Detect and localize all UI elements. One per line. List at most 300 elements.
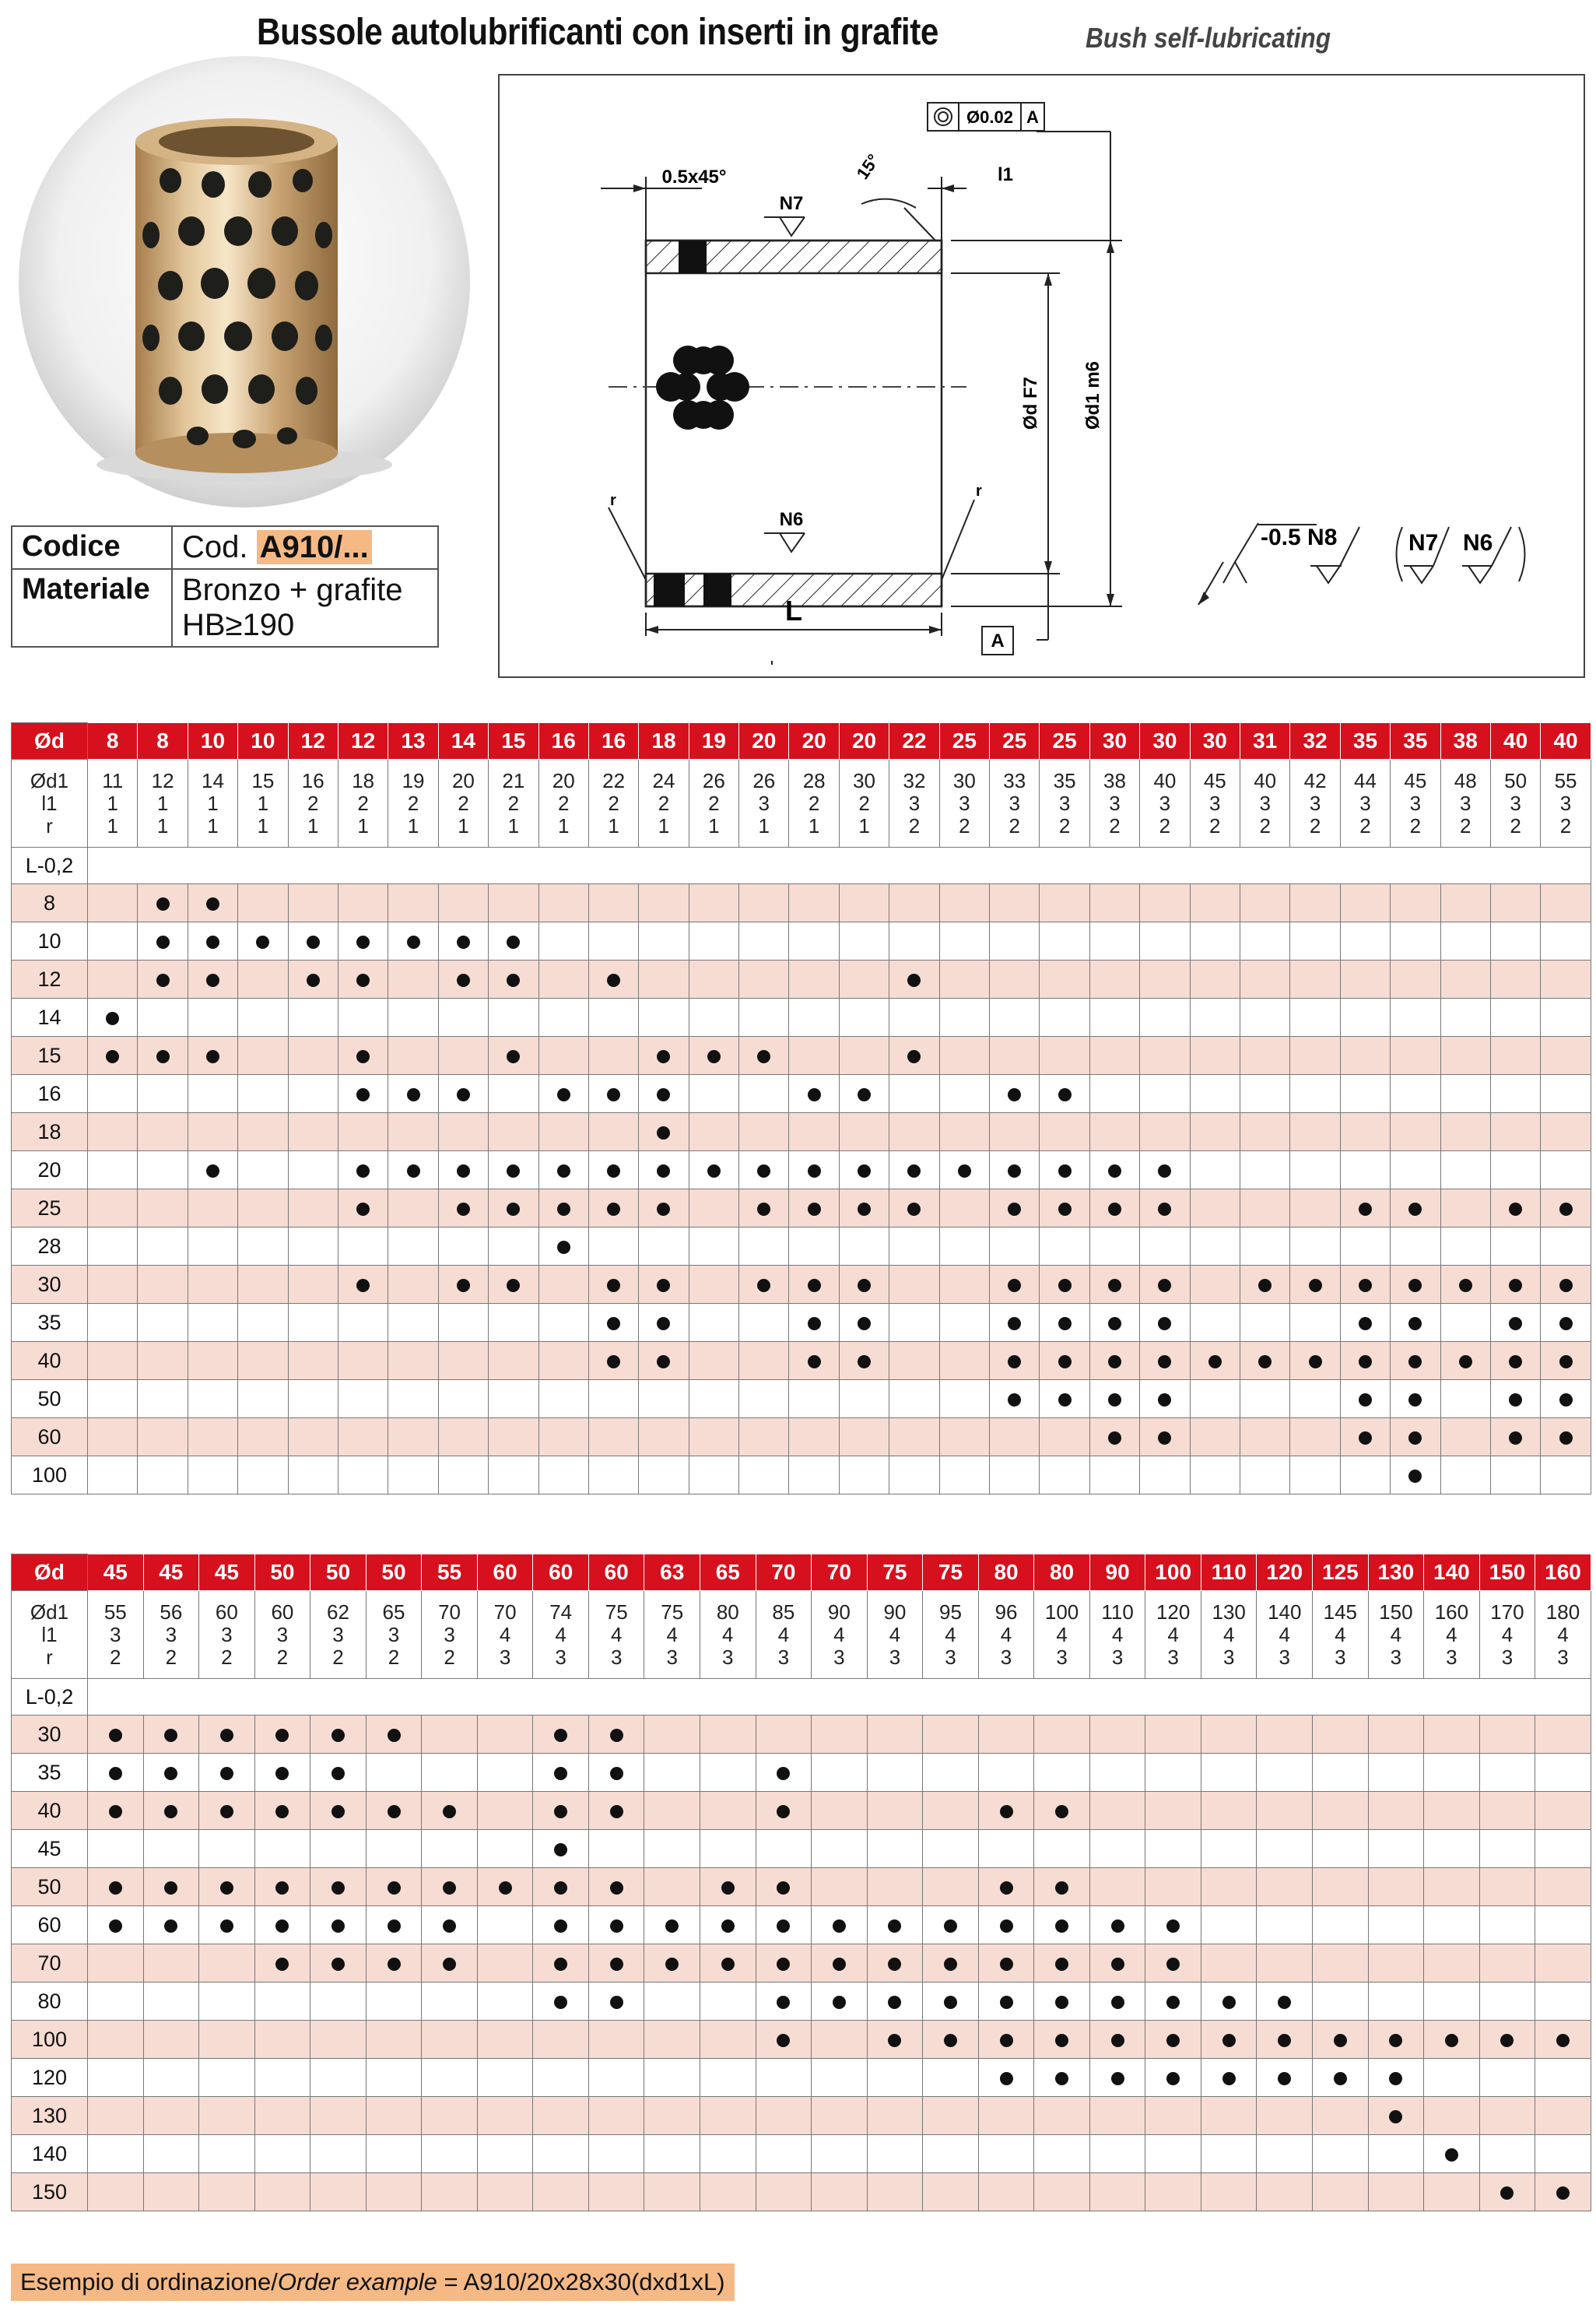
availability-cell bbox=[839, 1266, 889, 1304]
d-value: 120 bbox=[1257, 1554, 1313, 1591]
available-dot-icon bbox=[457, 1164, 470, 1178]
availability-cell bbox=[1034, 2135, 1090, 2173]
dims-row bbox=[12, 760, 1591, 848]
available-dot-icon bbox=[858, 1317, 871, 1330]
availability-cell bbox=[644, 1906, 700, 1944]
availability-cell bbox=[1424, 2173, 1480, 2211]
availability-cell bbox=[438, 1113, 488, 1151]
availability-cell bbox=[889, 1151, 939, 1189]
available-dot-icon bbox=[554, 1919, 567, 1933]
dims-cell bbox=[1145, 1591, 1201, 1679]
availability-cell bbox=[538, 922, 588, 961]
availability-cell bbox=[839, 1113, 889, 1151]
available-dot-icon bbox=[156, 974, 170, 987]
availability-cell bbox=[978, 1792, 1034, 1830]
availability-cell bbox=[889, 1266, 939, 1304]
table-row bbox=[12, 1792, 1591, 1830]
availability-cell bbox=[990, 1456, 1040, 1494]
dims-header bbox=[12, 760, 88, 848]
availability-cell bbox=[990, 922, 1040, 961]
l-value: 35 bbox=[12, 1304, 88, 1342]
availability-cell bbox=[978, 2173, 1034, 2211]
availability-cell bbox=[689, 1456, 738, 1494]
d-value: 35 bbox=[1391, 723, 1440, 760]
availability-cell bbox=[254, 2173, 310, 2211]
availability-cell bbox=[533, 2135, 589, 2173]
availability-cell bbox=[1201, 1716, 1257, 1754]
dims-l1: 2 bbox=[808, 791, 820, 815]
availability-cell bbox=[388, 1342, 438, 1380]
availability-cell bbox=[1201, 2097, 1257, 2135]
availability-cell bbox=[588, 2097, 644, 2135]
availability-cell bbox=[338, 1304, 388, 1342]
availability-cell bbox=[143, 2135, 199, 2173]
d-value: 125 bbox=[1313, 1554, 1369, 1591]
availability-cell bbox=[1190, 1380, 1240, 1418]
dims-d1: 90 bbox=[883, 1600, 907, 1624]
availability-cell bbox=[700, 1754, 756, 1792]
availability-cell bbox=[644, 1983, 700, 2021]
availability-cell bbox=[1490, 961, 1540, 999]
l-value: 45 bbox=[12, 1830, 88, 1868]
availability-cell bbox=[889, 922, 939, 961]
dims-cell bbox=[1040, 760, 1089, 848]
availability-cell bbox=[310, 1754, 367, 1792]
availability-cell bbox=[689, 1304, 738, 1342]
dims-cell bbox=[689, 760, 738, 848]
available-dot-icon bbox=[164, 1881, 177, 1895]
availability-cell bbox=[1479, 1716, 1535, 1754]
available-dot-icon bbox=[220, 1767, 233, 1780]
available-dot-icon bbox=[507, 1050, 520, 1063]
availability-cell bbox=[1190, 1227, 1240, 1266]
d-value: 50 bbox=[310, 1554, 367, 1591]
available-dot-icon bbox=[610, 1881, 623, 1895]
availability-cell bbox=[812, 1792, 868, 1830]
dims-r: 1 bbox=[257, 813, 269, 838]
dims-l1: 4 bbox=[1000, 1622, 1012, 1646]
table-row bbox=[12, 1227, 1591, 1266]
availability-cell bbox=[739, 1380, 789, 1418]
available-dot-icon bbox=[1008, 1164, 1021, 1178]
availability-cell bbox=[533, 1944, 589, 1983]
availability-cell bbox=[533, 1830, 589, 1868]
l-value: 20 bbox=[12, 1151, 88, 1189]
availability-cell bbox=[1040, 1342, 1089, 1380]
available-dot-icon bbox=[220, 1805, 233, 1818]
available-dot-icon bbox=[888, 1996, 901, 2009]
availability-cell bbox=[1089, 1037, 1139, 1075]
available-dot-icon bbox=[109, 1881, 122, 1895]
availability-cell bbox=[422, 1983, 478, 2021]
available-dot-icon bbox=[331, 1919, 345, 1933]
availability-cell bbox=[1391, 1037, 1440, 1075]
availability-cell bbox=[1240, 1151, 1289, 1189]
available-dot-icon bbox=[1359, 1355, 1372, 1368]
availability-cell bbox=[422, 2173, 478, 2211]
availability-cell bbox=[1340, 922, 1390, 961]
availability-cell bbox=[990, 1266, 1040, 1304]
availability-cell bbox=[1190, 922, 1240, 961]
availability-cell bbox=[366, 1868, 422, 1906]
availability-cell bbox=[438, 922, 488, 961]
available-dot-icon bbox=[1445, 2034, 1458, 2047]
l-value: 130 bbox=[12, 2097, 88, 2135]
dims-d1: 32 bbox=[903, 768, 926, 792]
availability-cell bbox=[188, 1304, 237, 1342]
table-row bbox=[12, 1342, 1591, 1380]
available-dot-icon bbox=[1058, 1393, 1072, 1407]
availability-cell bbox=[1040, 922, 1089, 961]
availability-cell bbox=[88, 1944, 144, 1983]
table-row bbox=[12, 1868, 1591, 1906]
available-dot-icon bbox=[1166, 2034, 1180, 2047]
available-dot-icon bbox=[707, 1050, 721, 1063]
info-table bbox=[11, 525, 439, 648]
available-dot-icon bbox=[907, 1050, 921, 1063]
availability-cell bbox=[1313, 2135, 1369, 2173]
availability-cell bbox=[739, 1037, 789, 1075]
dims-l1: 3 bbox=[1460, 791, 1471, 815]
dims-r: 2 bbox=[1409, 813, 1422, 838]
availability-cell bbox=[1541, 1189, 1591, 1227]
availability-cell bbox=[1440, 1380, 1490, 1418]
availability-cell bbox=[1034, 1754, 1090, 1792]
available-dot-icon bbox=[109, 1767, 122, 1780]
available-dot-icon bbox=[907, 1164, 921, 1178]
dims-l1: 4 bbox=[499, 1622, 511, 1646]
d-value: 80 bbox=[1034, 1554, 1090, 1591]
availability-cell bbox=[138, 1266, 188, 1304]
availability-cell bbox=[1340, 1189, 1390, 1227]
available-dot-icon bbox=[1166, 1996, 1180, 2009]
availability-cell bbox=[889, 1113, 939, 1151]
availability-cell bbox=[1040, 884, 1089, 922]
available-dot-icon bbox=[607, 1317, 620, 1330]
dims-l1: 3 bbox=[110, 1622, 121, 1646]
availability-cell bbox=[238, 922, 288, 961]
available-dot-icon bbox=[1509, 1431, 1522, 1445]
availability-cell bbox=[422, 2059, 478, 2097]
availability-cell bbox=[188, 1075, 237, 1113]
dims-cell bbox=[839, 760, 889, 848]
availability-cell bbox=[939, 1266, 989, 1304]
availability-cell bbox=[889, 1037, 939, 1075]
available-dot-icon bbox=[109, 1919, 122, 1933]
dims-d1: 56 bbox=[160, 1600, 183, 1624]
available-dot-icon bbox=[1408, 1203, 1422, 1216]
d-value: 15 bbox=[489, 723, 538, 760]
availability-cell bbox=[990, 884, 1040, 922]
available-dot-icon bbox=[944, 1958, 957, 1971]
available-dot-icon bbox=[1158, 1317, 1171, 1330]
dims-cell bbox=[1089, 1591, 1145, 1679]
availability-cell bbox=[288, 961, 338, 999]
available-dot-icon bbox=[1334, 2034, 1347, 2047]
available-dot-icon bbox=[657, 1355, 670, 1368]
availability-cell bbox=[422, 1944, 478, 1983]
availability-cell bbox=[1535, 1944, 1591, 1983]
availability-cell bbox=[1424, 1830, 1480, 1868]
availability-cell bbox=[588, 1906, 644, 1944]
dims-r: 1 bbox=[858, 813, 870, 838]
availability-cell bbox=[756, 1716, 812, 1754]
availability-cell bbox=[477, 2097, 533, 2135]
availability-cell bbox=[639, 1456, 689, 1494]
availability-cell bbox=[254, 2059, 310, 2097]
availability-cell bbox=[1290, 1304, 1340, 1342]
availability-cell bbox=[1040, 1189, 1089, 1227]
availability-cell bbox=[1140, 1075, 1190, 1113]
availability-cell bbox=[188, 999, 237, 1037]
availability-cell bbox=[939, 1113, 989, 1151]
availability-cell bbox=[538, 1418, 588, 1456]
r-label-left: r bbox=[610, 492, 616, 509]
availability-cell bbox=[1440, 1113, 1490, 1151]
available-dot-icon bbox=[858, 1279, 871, 1292]
l-value: 30 bbox=[12, 1716, 88, 1754]
available-dot-icon bbox=[1408, 1279, 1422, 1292]
dims-d1: 100 bbox=[1044, 1600, 1079, 1624]
availability-cell bbox=[588, 1304, 638, 1342]
available-dot-icon bbox=[457, 1279, 470, 1292]
l-value: 18 bbox=[12, 1113, 88, 1151]
availability-cell bbox=[689, 1342, 738, 1380]
availability-cell bbox=[310, 2021, 367, 2059]
drawing-svg bbox=[500, 76, 1584, 676]
available-dot-icon bbox=[1559, 1203, 1573, 1216]
available-dot-icon bbox=[1509, 1393, 1522, 1407]
dims-header-label: r bbox=[46, 813, 53, 838]
availability-cell bbox=[812, 1944, 868, 1983]
dims-r: 3 bbox=[889, 1645, 901, 1669]
available-dot-icon bbox=[206, 974, 219, 987]
availability-cell bbox=[1368, 2097, 1424, 2135]
available-dot-icon bbox=[1108, 1431, 1121, 1445]
available-dot-icon bbox=[657, 1317, 670, 1330]
availability-cell bbox=[88, 1456, 138, 1494]
availability-cell bbox=[143, 2173, 199, 2211]
availability-cell bbox=[889, 1418, 939, 1456]
availability-cell bbox=[1089, 884, 1139, 922]
availability-cell bbox=[188, 1418, 237, 1456]
availability-cell bbox=[1290, 961, 1340, 999]
availability-cell bbox=[143, 1754, 199, 1792]
availability-cell bbox=[1541, 1075, 1591, 1113]
availability-cell bbox=[138, 1037, 188, 1075]
availability-cell bbox=[238, 1418, 288, 1456]
availability-cell bbox=[1440, 1418, 1490, 1456]
dims-cell bbox=[1490, 760, 1540, 848]
availability-cell bbox=[143, 1868, 199, 1906]
availability-cell bbox=[1089, 922, 1139, 961]
availability-cell bbox=[644, 1830, 700, 1868]
availability-cell bbox=[990, 1037, 1040, 1075]
dims-l1: 3 bbox=[1209, 791, 1221, 815]
l-value: 8 bbox=[12, 884, 88, 922]
availability-cell bbox=[812, 2021, 868, 2059]
availability-cell bbox=[489, 999, 538, 1037]
availability-cell bbox=[990, 1342, 1040, 1380]
availability-cell bbox=[138, 1227, 188, 1266]
availability-cell bbox=[238, 1456, 288, 1494]
availability-cell bbox=[739, 1075, 789, 1113]
availability-cell bbox=[1201, 1944, 1257, 1983]
available-dot-icon bbox=[757, 1164, 770, 1178]
available-dot-icon bbox=[1158, 1164, 1171, 1178]
available-dot-icon bbox=[164, 1919, 177, 1933]
available-dot-icon bbox=[499, 1881, 512, 1895]
availability-cell bbox=[867, 2135, 923, 2173]
available-dot-icon bbox=[407, 936, 420, 949]
availability-cell bbox=[138, 1418, 188, 1456]
available-dot-icon bbox=[331, 1729, 345, 1742]
available-dot-icon bbox=[1389, 2072, 1402, 2085]
availability-cell bbox=[366, 1983, 422, 2021]
table-row bbox=[12, 1037, 1591, 1075]
availability-cell bbox=[756, 1830, 812, 1868]
dims-l1: 1 bbox=[257, 791, 269, 815]
availability-cell bbox=[1089, 1456, 1139, 1494]
dims-header bbox=[12, 1591, 88, 1679]
available-dot-icon bbox=[356, 974, 370, 987]
availability-cell bbox=[1535, 2059, 1591, 2097]
availability-cell bbox=[438, 1037, 488, 1075]
availability-cell bbox=[538, 884, 588, 922]
availability-cell bbox=[1290, 1227, 1340, 1266]
availability-cell bbox=[990, 961, 1040, 999]
availability-cell bbox=[1257, 1983, 1313, 2021]
availability-cell bbox=[1490, 1075, 1540, 1113]
availability-cell bbox=[1313, 1792, 1369, 1830]
availability-cell bbox=[238, 1380, 288, 1418]
available-dot-icon bbox=[507, 1203, 520, 1216]
availability-cell bbox=[1541, 1151, 1591, 1189]
availability-cell bbox=[1313, 2059, 1369, 2097]
dims-r: 3 bbox=[777, 1645, 790, 1669]
d-value: 150 bbox=[1479, 1554, 1535, 1591]
dims-cell bbox=[588, 760, 638, 848]
tolerance-ref: A bbox=[1026, 107, 1039, 127]
availability-cell bbox=[1313, 1868, 1369, 1906]
availability-cell bbox=[388, 1266, 438, 1304]
datum-label: A bbox=[991, 630, 1005, 651]
table-row bbox=[12, 1189, 1591, 1227]
dims-cell bbox=[422, 1591, 478, 1679]
available-dot-icon bbox=[1559, 1393, 1573, 1407]
availability-cell bbox=[644, 1754, 700, 1792]
availability-cell bbox=[1391, 1342, 1440, 1380]
availability-cell bbox=[812, 1754, 868, 1792]
dims-cell bbox=[88, 1591, 144, 1679]
available-dot-icon bbox=[331, 1881, 345, 1895]
availability-cell bbox=[1034, 2059, 1090, 2097]
availability-cell bbox=[889, 1227, 939, 1266]
dims-l1: 2 bbox=[557, 791, 570, 815]
availability-cell bbox=[533, 2097, 589, 2135]
dims-r: 3 bbox=[1501, 1645, 1514, 1669]
d-value: 25 bbox=[1040, 723, 1089, 760]
available-dot-icon bbox=[356, 1050, 370, 1063]
availability-cell bbox=[338, 1151, 388, 1189]
availability-cell bbox=[388, 922, 438, 961]
dims-r: 1 bbox=[808, 813, 820, 838]
availability-cell bbox=[188, 1151, 237, 1189]
dims-d1: 70 bbox=[493, 1600, 517, 1624]
availability-cell bbox=[88, 1716, 144, 1754]
availability-cell bbox=[288, 1075, 338, 1113]
availability-cell bbox=[388, 1151, 438, 1189]
availability-cell bbox=[1040, 1304, 1089, 1342]
availability-cell bbox=[1535, 1830, 1591, 1868]
availability-cell bbox=[1541, 999, 1591, 1037]
d-value: 10 bbox=[188, 723, 237, 760]
available-dot-icon bbox=[1008, 1393, 1021, 1407]
availability-cell bbox=[1089, 2021, 1145, 2059]
availability-cell bbox=[1440, 1151, 1490, 1189]
availability-cell bbox=[1313, 1716, 1369, 1754]
availability-cell bbox=[138, 1342, 188, 1380]
availability-cell bbox=[188, 1266, 237, 1304]
dims-r: 1 bbox=[507, 813, 520, 838]
availability-cell bbox=[388, 1418, 438, 1456]
availability-cell bbox=[789, 1113, 839, 1151]
availability-cell bbox=[338, 1075, 388, 1113]
availability-cell bbox=[1145, 1906, 1201, 1944]
availability-cell bbox=[238, 1304, 288, 1342]
availability-cell bbox=[533, 1906, 589, 1944]
availability-cell bbox=[1140, 1227, 1190, 1266]
available-dot-icon bbox=[331, 1805, 345, 1818]
availability-cell bbox=[889, 1189, 939, 1227]
available-dot-icon bbox=[206, 936, 219, 949]
availability-cell bbox=[839, 884, 889, 922]
d-value: 19 bbox=[689, 723, 738, 760]
availability-cell bbox=[88, 2059, 144, 2097]
availability-cell bbox=[812, 1868, 868, 1906]
availability-cell bbox=[1290, 922, 1340, 961]
available-dot-icon bbox=[1055, 1881, 1068, 1895]
availability-cell bbox=[839, 1456, 889, 1494]
dims-header-label: l1 bbox=[41, 791, 58, 815]
availability-cell bbox=[288, 1456, 338, 1494]
available-dot-icon bbox=[156, 897, 170, 911]
d-value: 160 bbox=[1535, 1554, 1591, 1591]
available-dot-icon bbox=[1222, 2072, 1236, 2085]
available-dot-icon bbox=[888, 2034, 901, 2047]
availability-cell bbox=[1479, 2021, 1535, 2059]
availability-cell bbox=[1290, 1380, 1340, 1418]
available-dot-icon bbox=[1500, 2034, 1514, 2047]
availability-cell bbox=[639, 1113, 689, 1151]
availability-cell bbox=[923, 1792, 979, 1830]
table-row bbox=[12, 1151, 1591, 1189]
available-dot-icon bbox=[407, 1164, 420, 1178]
dims-r: 2 bbox=[1008, 813, 1020, 838]
available-dot-icon bbox=[1459, 1279, 1472, 1292]
dims-cell bbox=[1257, 1591, 1313, 1679]
availability-cell bbox=[1145, 1830, 1201, 1868]
available-dot-icon bbox=[833, 1919, 846, 1933]
availability-cell bbox=[489, 1456, 538, 1494]
dims-r: 1 bbox=[608, 813, 619, 838]
dims-d1: 22 bbox=[602, 768, 626, 792]
dims-l1: 1 bbox=[156, 791, 169, 815]
availability-cell bbox=[238, 1151, 288, 1189]
d-value: 75 bbox=[923, 1554, 979, 1591]
dims-r: 2 bbox=[221, 1645, 233, 1669]
availability-cell bbox=[700, 1944, 756, 1983]
